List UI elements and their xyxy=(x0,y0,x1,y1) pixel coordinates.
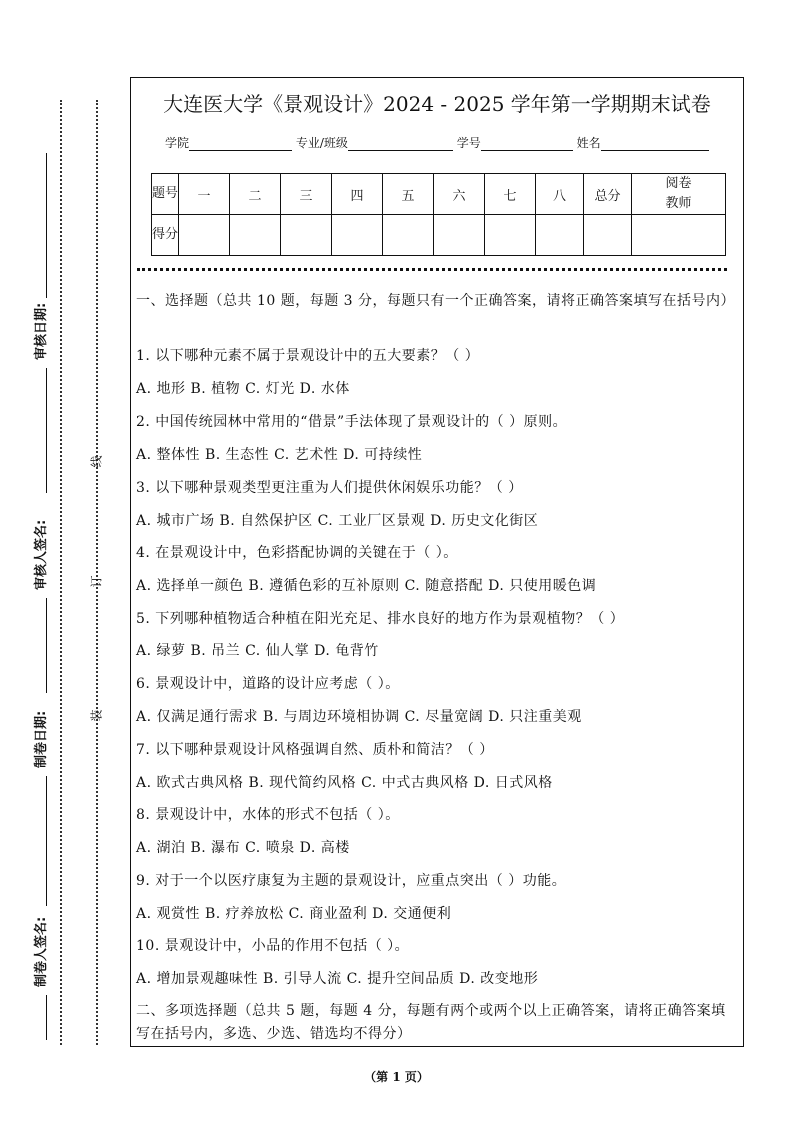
question-5: 5. 下列哪种植物适合种植在阳光充足、排水良好的地方作为景观植物？（ ） xyxy=(136,611,625,627)
binding-char-zhuang: 装 xyxy=(89,709,104,722)
score-cell[interactable] xyxy=(281,215,332,256)
exam-title: 大连医大学《景观设计》2024 - 2025 学年第一学期期末试卷 xyxy=(163,92,711,116)
question-3: 3. 以下哪种景观类型更注重为人们提供休闲娱乐功能？（ ） xyxy=(136,480,523,496)
score-table-header-row xyxy=(152,174,726,215)
score-cell[interactable] xyxy=(536,215,584,256)
options-5: A. 绿萝 B. 吊兰 C. 仙人掌 D. 龟背竹 xyxy=(136,643,379,659)
options-6: A. 仅满足通行需求 B. 与周边环境相协调 C. 尽量宽阔 D. 只注重美观 xyxy=(136,709,582,725)
score-col-grader: 阅卷教师 xyxy=(632,174,726,215)
student-id-field[interactable] xyxy=(481,150,573,151)
binding-line-right xyxy=(96,100,98,1045)
options-9: A. 观赏性 B. 疗养放松 C. 商业盈利 D. 交通便利 xyxy=(136,906,452,922)
score-col-7: 七 xyxy=(485,174,536,215)
question-number-label: 题号 xyxy=(152,174,179,215)
college-field[interactable] xyxy=(189,150,292,151)
score-col-3: 三 xyxy=(281,174,332,215)
binding-line-left xyxy=(60,100,62,1045)
options-8: A. 湖泊 B. 瀑布 C. 喷泉 D. 高楼 xyxy=(136,840,350,856)
question-7: 7. 以下哪种景观设计风格强调自然、质朴和简洁？（ ） xyxy=(136,742,494,758)
score-col-6: 六 xyxy=(434,174,485,215)
options-10: A. 增加景观趣味性 B. 引导人流 C. 提升空间品质 D. 改变地形 xyxy=(136,971,539,987)
major-field[interactable] xyxy=(348,150,453,151)
question-9: 9. 对于一个以医疗康复为主题的景观设计，应重点突出（ ）功能。 xyxy=(136,873,567,889)
exam-frame xyxy=(130,77,744,1047)
question-8: 8. 景观设计中，水体的形式不包括（ ）。 xyxy=(136,807,400,823)
score-cell[interactable] xyxy=(230,215,281,256)
name-field[interactable] xyxy=(601,150,709,151)
score-cell[interactable] xyxy=(632,215,726,256)
review-sign-label: 审核人签名: xyxy=(34,519,49,590)
score-cell[interactable] xyxy=(179,215,230,256)
score-col-total: 总分 xyxy=(584,174,632,215)
score-cell[interactable] xyxy=(584,215,632,256)
student-id-label: 学号 xyxy=(456,136,481,150)
section2-heading: 二、多项选择题（总共 5 题，每题 4 分，每题有两个或两个以上正确答案，请将正确答案填写在括号内，多选、少选、错选均不得分） xyxy=(136,1003,726,1042)
binding-char-xian: 线 xyxy=(89,455,104,468)
question-1: 1. 以下哪种元素不属于景观设计中的五大要素？（ ） xyxy=(136,348,480,364)
score-table xyxy=(151,173,726,256)
score-label: 得分 xyxy=(152,215,179,256)
dotted-separator xyxy=(137,268,727,271)
major-label: 专业/班级 xyxy=(295,136,348,150)
make-date-label: 制卷日期: xyxy=(34,710,49,768)
section1-heading: 一、选择题（总共 10 题，每题 3 分，每题只有一个正确答案，请将正确答案填写在括号内） xyxy=(136,293,736,309)
options-4: A. 选择单一颜色 B. 遵循色彩的互补原则 C. 随意搭配 D. 只使用暖色调 xyxy=(136,578,597,594)
score-table-score-row xyxy=(152,215,726,256)
score-col-4: 四 xyxy=(332,174,383,215)
score-col-8: 八 xyxy=(536,174,584,215)
review-date-label: 审核日期: xyxy=(34,302,49,360)
question-2: 2. 中国传统园林中常用的“借景”手法体现了景观设计的（ ）原则。 xyxy=(136,414,568,430)
score-col-5: 五 xyxy=(383,174,434,215)
score-cell[interactable] xyxy=(383,215,434,256)
options-1: A. 地形 B. 植物 C. 灯光 D. 水体 xyxy=(136,381,350,397)
question-10: 10. 景观设计中，小品的作用不包括（ ）。 xyxy=(136,938,410,954)
page-number: （第 1 页） xyxy=(364,1070,429,1084)
name-label: 姓名 xyxy=(576,136,601,150)
options-7: A. 欧式古典风格 B. 现代简约风格 C. 中式古典风格 D. 日式风格 xyxy=(136,775,553,791)
question-6: 6. 景观设计中，道路的设计应考虑（ ）。 xyxy=(136,676,400,692)
question-4: 4. 在景观设计中，色彩搭配协调的关键在于（ ）。 xyxy=(136,545,458,561)
college-label: 学院 xyxy=(165,136,190,150)
score-cell[interactable] xyxy=(434,215,485,256)
make-sign-label: 制卷人签名: xyxy=(34,916,49,987)
score-col-1: 一 xyxy=(179,174,230,215)
binding-char-ding: 订 xyxy=(89,575,104,588)
score-cell[interactable] xyxy=(332,215,383,256)
options-3: A. 城市广场 B. 自然保护区 C. 工业厂区景观 D. 历史文化街区 xyxy=(136,513,539,529)
options-2: A. 整体性 B. 生态性 C. 艺术性 D. 可持续性 xyxy=(136,447,423,463)
score-cell[interactable] xyxy=(485,215,536,256)
student-info-line xyxy=(165,134,709,151)
score-col-2: 二 xyxy=(230,174,281,215)
